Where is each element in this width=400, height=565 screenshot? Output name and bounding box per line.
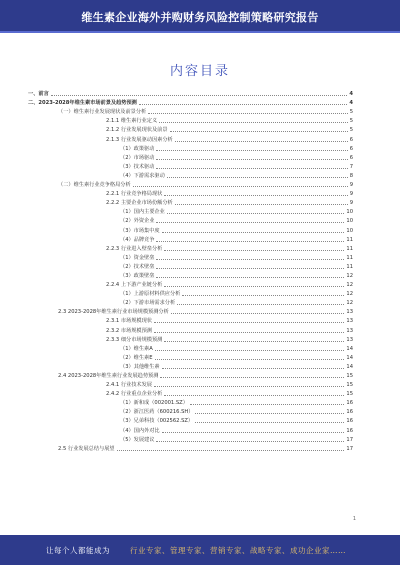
toc-entry-page: 16 [346,418,353,425]
toc-leader-dots [190,404,344,405]
toc-leader-dots [167,177,348,178]
toc-entry[interactable] [28,252,353,261]
toc-entry[interactable] [28,115,353,124]
toc-entry[interactable] [28,243,353,252]
toc-entry-page: 13 [346,309,353,316]
toc-entry-page: 6 [349,154,353,161]
toc-entry[interactable] [28,234,353,243]
header-title: 维生素企业海外并购财务风险控制策略研究报告 [81,11,319,24]
page-footer [0,535,400,565]
toc-entry-page: 16 [346,427,353,434]
toc-entry[interactable] [28,415,353,424]
toc-entry-page: 12 [346,291,353,298]
toc-entry[interactable] [28,215,353,224]
toc-entry-text: 2.4.2 行业重点企业分析 [106,391,163,398]
toc-entry-page: 6 [349,145,353,152]
toc-entry[interactable] [28,97,353,106]
toc-entry-text: 2.1.1 维生素行业定义 [106,118,158,125]
toc-entry-text: 2.1.2 行业发展现状及前景 [106,127,168,134]
toc-leader-dots [155,359,345,360]
toc-leader-dots [156,441,344,442]
toc-entry-page: 5 [349,118,353,125]
toc-entry-page: 11 [346,254,353,261]
toc-entry-text: （3）其他维生素 [120,363,160,370]
toc-entry-page: 7 [349,163,353,170]
toc-entry-page: 10 [346,227,353,234]
toc-entry-text: 2.5 行业发展总结与展望 [58,445,115,452]
toc-entry-text: 2.4 2023-2028年维生素行业发展趋势预测 [58,373,159,379]
toc-entry-page: 10 [346,218,353,225]
toc-entry-text: （4）下游需求驱动 [120,172,165,179]
toc-leader-dots [177,304,344,305]
toc-entry-page: 13 [346,318,353,325]
toc-leader-dots [164,195,347,196]
toc-entry[interactable] [28,424,353,433]
toc-entry[interactable] [28,197,353,206]
toc-leader-dots [164,250,344,251]
toc-entry-text: （2）技术壁垒 [120,263,155,270]
toc-entry-text: 2.3 2023-2028年维生素行业市场规模预测分析 [58,309,169,316]
toc-entry-text: 2.2.1 行业竞争格局现状 [106,191,163,198]
toc-entry[interactable] [28,306,353,315]
toc-entry-text: （二）维生素行业竞争格局分析 [58,182,131,189]
toc-entry[interactable] [28,161,353,170]
toc-entry[interactable] [28,179,353,188]
toc-entry-page: 15 [346,391,353,398]
toc-entry-page: 10 [346,209,353,216]
toc-leader-dots [162,432,345,433]
toc-entry-page: 11 [346,245,353,252]
toc-entry-text: （1）维生素A [120,345,153,352]
toc-leader-dots [156,150,347,151]
toc-leader-dots [164,395,344,396]
toc-entry-page: 12 [346,272,353,279]
toc-entry[interactable] [28,334,353,343]
toc-leader-dots [162,368,345,369]
toc-leader-dots [159,122,348,123]
toc-entry-page: 8 [349,172,353,179]
toc-entry-text: （3）政策壁垒 [120,272,155,279]
toc-entry[interactable] [28,352,353,361]
toc-entry-text: 2.2.2 主要企业市场份额分析 [106,200,173,207]
toc-leader-dots [156,168,347,169]
toc-entry[interactable] [28,324,353,333]
toc-entry-text: （1）新和成（002001.SZ） [120,400,188,407]
footer-slogan: 让每个人都能成为 [46,546,110,555]
toc-leader-dots [170,131,348,132]
page-header [0,0,400,33]
toc-entry-page: 17 [346,436,353,443]
toc-leader-dots [139,104,348,105]
toc-leader-dots [156,268,344,269]
toc-entry-text: 2.4.1 行业技术发展 [106,382,152,389]
toc-entry-text: 2.2.4 上下游产业链分析 [106,282,163,289]
toc-leader-dots [154,386,344,387]
toc-entry-page: 9 [349,200,353,207]
toc-entry[interactable] [28,343,353,352]
toc-entry[interactable] [28,315,353,324]
toc-entry-text: （1）国内主要企业 [120,209,165,216]
toc-entry[interactable] [28,379,353,388]
toc-entry[interactable] [28,133,353,142]
toc-entry-page: 16 [346,409,353,416]
toc-entry-text: （5）发展建议 [120,436,155,443]
toc-leader-dots [154,322,344,323]
toc-entry-page: 9 [349,191,353,198]
toc-entry[interactable] [28,434,353,443]
table-of-contents [28,88,353,452]
toc-entry-page: 4 [349,100,353,107]
toc-leader-dots [164,286,344,287]
toc-entry-text: 一、前言 [28,91,49,98]
toc-entry-text: （2）维生素E [120,354,153,361]
toc-entry-page: 4 [349,91,353,98]
toc-entry-page: 14 [346,354,353,361]
toc-entry-page: 13 [346,336,353,343]
toc-entry[interactable] [28,88,353,97]
toc-entry-page: 9 [349,182,353,189]
toc-leader-dots [167,213,345,214]
toc-entry[interactable] [28,443,353,452]
toc-leader-dots [156,277,344,278]
toc-entry-text: （2）外资企业 [120,218,155,225]
toc-entry-page: 17 [346,445,353,452]
toc-entry[interactable] [28,406,353,415]
toc-entry-text: 2.1.3 行业发展驱动因素分析 [106,136,173,143]
toc-entry-page: 12 [346,282,353,289]
toc-leader-dots [164,341,344,342]
toc-entry-text: （1）资金壁垒 [120,254,155,261]
toc-title: 内容目录 [169,64,230,79]
toc-entry-text: 二、2023-2028年维生素市场前景及趋势预测 [28,100,137,107]
page-number: 1 [352,516,356,522]
toc-leader-dots [156,259,344,260]
toc-leader-dots [175,204,348,205]
toc-entry-page: 16 [346,400,353,407]
toc-entry[interactable] [28,361,353,370]
toc-entry-text: （2）市场驱动 [120,154,155,161]
toc-entry[interactable] [28,261,353,270]
toc-entry[interactable] [28,370,353,379]
toc-entry-text: （1）政策驱动 [120,145,155,152]
toc-entry-page: 5 [349,109,353,116]
toc-entry-page: 11 [346,263,353,270]
toc-entry-text: （4）品牌竞争 [120,236,155,243]
toc-entry-page: 15 [346,373,353,379]
toc-leader-dots [117,450,345,451]
toc-entry-page: 6 [349,136,353,143]
toc-leader-dots [133,186,348,187]
toc-entry-page: 5 [349,127,353,134]
toc-leader-dots [156,159,347,160]
toc-entry[interactable] [28,124,353,133]
toc-entry[interactable] [28,224,353,233]
toc-leader-dots [182,295,344,296]
toc-entry-page: 15 [346,382,353,389]
toc-entry[interactable] [28,297,353,306]
toc-entry[interactable] [28,206,353,215]
toc-entry-text: （2）浙江医药（600216.SH） [120,409,194,416]
toc-entry[interactable] [28,270,353,279]
toc-leader-dots [195,413,344,414]
toc-entry-text: 2.2.3 行业进入壁垒分析 [106,245,163,252]
toc-entry-page: 12 [346,300,353,307]
toc-entry-text: （一）维生素行业发展现状及前景分析 [58,109,147,116]
toc-entry-text: （3）技术驱动 [120,163,155,170]
toc-entry-page: 14 [346,345,353,352]
toc-leader-dots [195,422,344,423]
toc-leader-dots [162,232,345,233]
toc-entry-text: 2.3.2 市场规模预测 [106,327,152,334]
toc-leader-dots [156,241,344,242]
toc-entry[interactable] [28,397,353,406]
toc-entry[interactable] [28,106,353,115]
toc-entry-text: 2.3.1 市场规模现状 [106,318,152,325]
toc-leader-dots [156,222,344,223]
toc-leader-dots [171,313,345,314]
footer-roles: 行业专家、管理专家、营销专家、战略专家、成功企业家…… [130,546,346,555]
toc-entry-page: 13 [346,327,353,334]
toc-entry-text: 2.3.3 细分市场规模预测 [106,336,163,343]
toc-entry[interactable] [28,279,353,288]
toc-entry-text: （1）上游原材料供应分析 [120,291,181,298]
toc-leader-dots [160,377,344,378]
toc-entry-page: 11 [346,236,353,243]
toc-entry[interactable] [28,170,353,179]
toc-entry-text: （3）市场集中度 [120,227,160,234]
toc-leader-dots [155,350,345,351]
toc-leader-dots [148,113,347,114]
toc-entry[interactable] [28,152,353,161]
toc-entry-text: （4）国内外对比 [120,427,160,434]
toc-leader-dots [51,95,348,96]
toc-entry[interactable] [28,388,353,397]
toc-entry-page: 14 [346,363,353,370]
toc-entry[interactable] [28,143,353,152]
toc-entry[interactable] [28,188,353,197]
toc-entry-text: （3）兄弟科技（002562.SZ） [120,418,194,425]
toc-leader-dots [175,141,348,142]
toc-entry[interactable] [28,288,353,297]
toc-entry-text: （2）下游市场需求分析 [120,300,176,307]
toc-leader-dots [154,332,344,333]
